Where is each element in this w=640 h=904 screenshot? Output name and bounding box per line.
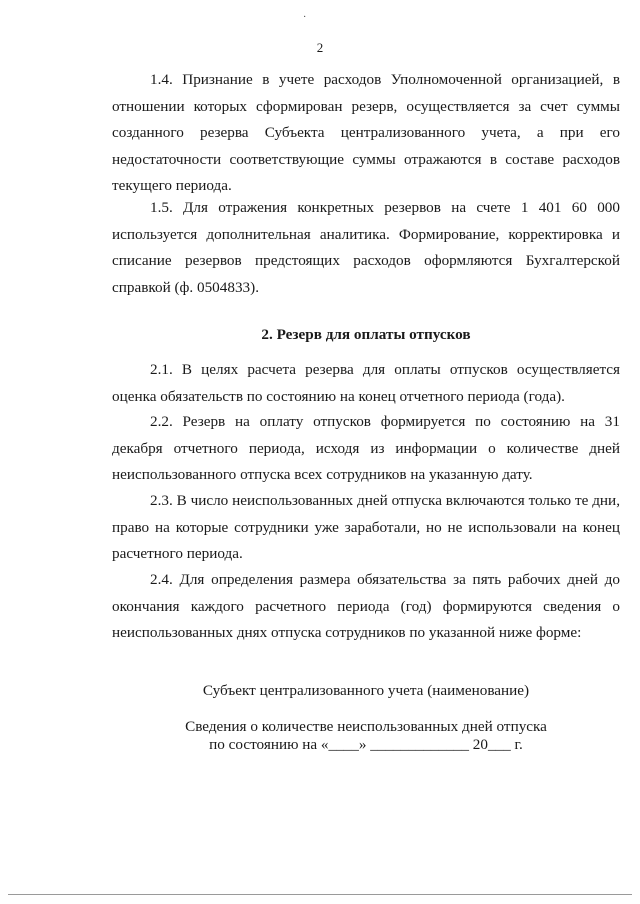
- scan-speck: ·: [303, 12, 307, 23]
- section-2-heading: 2. Резерв для оплаты отпусков: [261, 326, 471, 343]
- form-subject-line: Субъект централизованного учета (наименование): [202, 682, 530, 699]
- paragraph-1-4: 1.4. Признание в учете расходов Уполномоченной организацией, в отношении которых сформирован резерв, осуществляется за счет суммы созданного резерва Субъекта централизованного учета, а при его недостаточности соответствующие суммы отражаются в составе расходов текущего периода.: [112, 71, 620, 194]
- form-title-block: [112, 718, 620, 754]
- form-title-line-2: по состоянию на «____» _____________ 20___ г.: [209, 736, 523, 753]
- form-title-line-1: Сведения о количестве неиспользованных дней отпуска: [185, 718, 547, 735]
- paragraph-2-2: 2.2. Резерв на оплату отпусков формируется по состоянию на 31 декабря отчетного периода, исходя из информации о количестве дней неиспользованного отпуска всех сотрудников на указанную дату.: [112, 413, 620, 483]
- paragraph-1-5: 1.5. Для отражения конкретных резервов на счете 1 401 60 000 используется дополнительная аналитика. Формирование, корректировка и списание резервов предстоящих расходов оформляются Бухгалтерской справкой (ф. 0504833).: [112, 199, 620, 296]
- page-bottom-rule: [8, 894, 632, 895]
- paragraph-2-4: 2.4. Для определения размера обязательства за пять рабочих дней до окончания каждого расчетного периода (год) формируются сведения о неиспользованных днях отпуска сотрудников по указанной ниже форме:: [112, 571, 620, 641]
- paragraph-2-1: 2.1. В целях расчета резерва для оплаты отпусков осуществляется оценка обязательств по состоянию на конец отчетного периода (года).: [112, 361, 620, 405]
- page-number: 2: [316, 40, 324, 55]
- paragraph-2-3: 2.3. В число неиспользованных дней отпуска включаются только те дни, право на которые сотрудники уже заработали, но не использовали на конец расчетного периода.: [112, 492, 620, 562]
